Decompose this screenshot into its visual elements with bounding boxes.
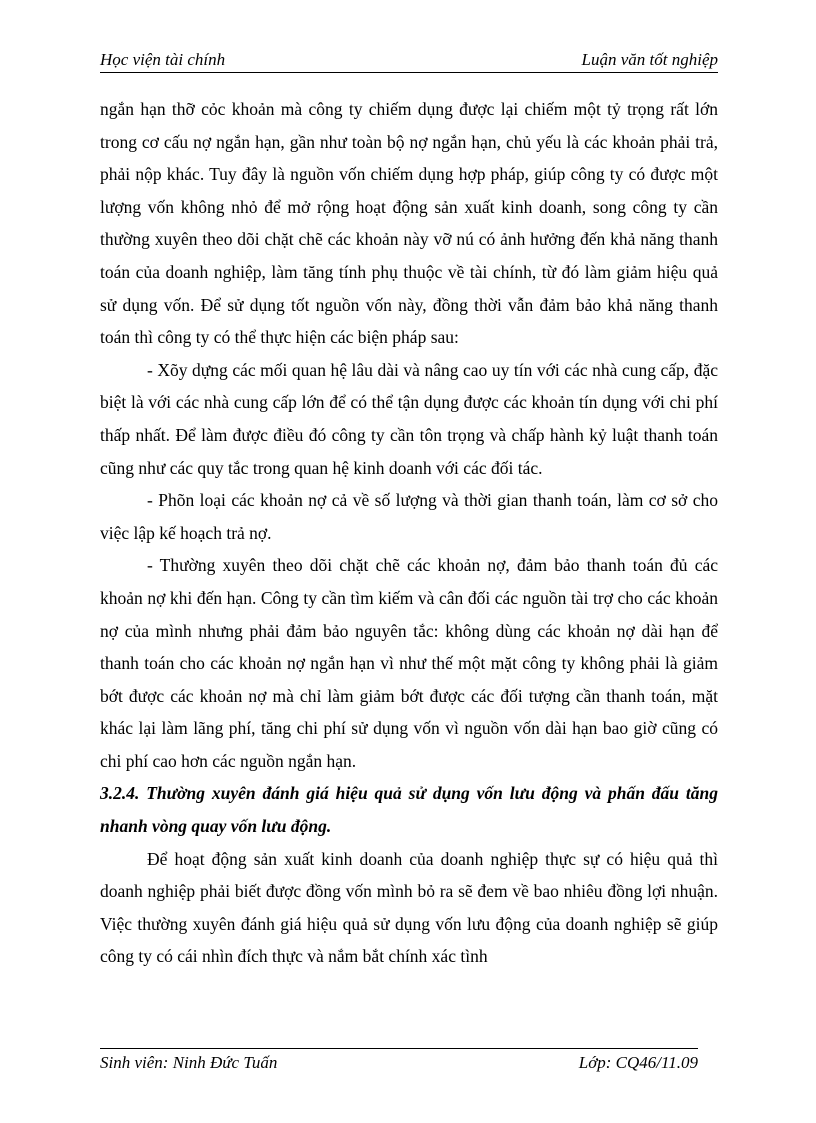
- student-name: Sinh viên: Ninh Đức Tuấn: [100, 1053, 278, 1072]
- bullet-suppliers: - Xõy dựng các mối quan hệ lâu dài và nâng cao uy tín với các nhà cung cấp, đặc biệt là với các nhà cung cấp lớn để có thể tận dụng được các khoản tín dụng với chi phí thấp nhất. Để làm được điều đó công ty cần tôn trọng và chấp hành kỷ luật thanh toán cũng như các quy tắc trong quan hệ kinh doanh với các đối tác.: [100, 359, 718, 478]
- class-code: Lớp: CQ46/11.09: [578, 1053, 698, 1072]
- paragraph-intro: ngắn hạn thỡ cỏc khoản mà công ty chiếm dụng được lại chiếm một tỷ trọng rất lớn trong cơ cấu nợ ngắn hạn, gần như toàn bộ nợ ngắn hạn, chủ yếu là các khoản phải trả, phải nộp khác. Tuy đây là nguồn vốn chiếm dụng hợp pháp, giúp công ty có được một lượng vốn không nhỏ để mở rộng hoạt động sản xuất kinh doanh, song công ty cần thường xuyên theo dõi chặt chẽ các khoản này vỡ nú có ảnh hưởng đến khả năng thanh toán của doanh nghiệp, làm tăng tính phụ thuộc về tài chính, từ đó làm giảm hiệu quả sử dụng vốn. Để sử dụng tốt nguồn vốn này, đồng thời vẫn đảm bảo khả năng thanh toán thì công ty có thể thực hiện các biện pháp sau:: [100, 99, 718, 348]
- page-header: [100, 48, 718, 73]
- document-type: Luận văn tốt nghiệp: [581, 50, 718, 69]
- page-body: [100, 93, 718, 973]
- section-heading: 3.2.4. Thường xuyên đánh giá hiệu quả sử dụng vốn lưu động và phấn đấu tăng nhanh vòng quay vốn lưu động.: [100, 783, 718, 837]
- institution-name: Học viện tài chính: [100, 50, 226, 69]
- page-footer: [100, 1048, 698, 1089]
- bullet-monitor-debts: - Thường xuyên theo dõi chặt chẽ các khoản nợ, đảm bảo thanh toán đủ các khoản nợ khi đến hạn. Công ty cần tìm kiếm và cân đối các nguồn tài trợ cho các khoản nợ của mình nhưng phải đảm bảo nguyên tắc: không dùng các khoản nợ dài hạn để thanh toán cho các khoản nợ ngắn hạn vì như thế một mặt công ty không phải là giảm bớt được các khoản nợ mà chỉ làm giảm bớt được các đối tượng cần thanh toán, mặt khác lại làm lãng phí, tăng chi phí sử dụng vốn vì nguồn vốn dài hạn bao giờ cũng có chi phí cao hơn các nguồn ngắn hạn.: [100, 555, 718, 771]
- bullet-classify-debts: - Phõn loại các khoản nợ cả về số lượng và thời gian thanh toán, làm cơ sở cho việc lập kế hoạch trả nợ.: [100, 490, 718, 543]
- paragraph-evaluation: Để hoạt động sản xuất kinh doanh của doanh nghiệp thực sự có hiệu quả thì doanh nghiệp phải biết được đồng vốn mình bỏ ra sẽ đem về bao nhiêu đồng lợi nhuận. Việc thường xuyên đánh giá hiệu quả sử dụng vốn lưu động của doanh nghiệp sẽ giúp công ty có cái nhìn đích thực và nắm bắt chính xác tình: [100, 848, 718, 967]
